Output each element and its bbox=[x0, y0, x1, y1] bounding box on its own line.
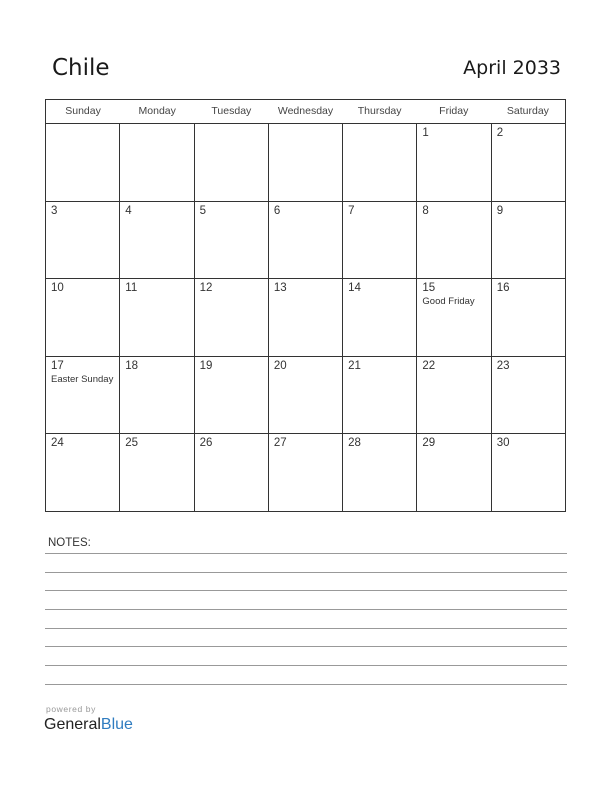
day-cell bbox=[120, 434, 194, 511]
day-number: 4 bbox=[125, 204, 132, 217]
weekday-sunday: Sunday bbox=[65, 105, 101, 117]
day-cell bbox=[269, 434, 343, 511]
powered-by-text: powered by bbox=[46, 704, 96, 714]
week-row bbox=[46, 202, 565, 280]
weekday-saturday: Saturday bbox=[506, 105, 549, 117]
day-cell bbox=[120, 279, 194, 356]
day-number: 2 bbox=[496, 127, 504, 139]
day-cell bbox=[46, 357, 120, 434]
day-number: 24 bbox=[51, 437, 64, 450]
day-cell bbox=[195, 124, 269, 201]
day-number: 8 bbox=[422, 204, 429, 217]
day-number: 10 bbox=[51, 282, 64, 295]
day-number: 21 bbox=[348, 359, 361, 372]
day-cell bbox=[195, 279, 269, 356]
day-cell bbox=[46, 279, 120, 356]
month-title: April 2033 bbox=[463, 57, 561, 79]
note-line bbox=[45, 572, 567, 573]
day-number: 27 bbox=[273, 437, 287, 450]
calendar-grid bbox=[45, 99, 566, 512]
day-cell bbox=[195, 202, 269, 279]
day-number: 19 bbox=[199, 359, 213, 372]
day-cell bbox=[195, 434, 269, 511]
country-title: Chile bbox=[52, 55, 110, 81]
day-number: 3 bbox=[51, 204, 58, 217]
weekday-friday: Friday bbox=[439, 105, 469, 117]
day-number: 30 bbox=[496, 437, 510, 450]
day-number: 6 bbox=[273, 204, 281, 217]
day-number: 18 bbox=[125, 359, 139, 372]
calendar-weeks bbox=[46, 124, 565, 511]
day-cell bbox=[120, 202, 194, 279]
day-cell bbox=[46, 434, 120, 511]
note-line bbox=[45, 628, 567, 629]
day-cell bbox=[343, 202, 417, 279]
day-cell bbox=[269, 357, 343, 434]
day-number: 15 bbox=[422, 282, 436, 295]
notes-label: NOTES: bbox=[48, 537, 91, 549]
day-cell bbox=[46, 124, 120, 201]
day-cell bbox=[492, 357, 565, 434]
holiday-label: Easter Sunday bbox=[51, 373, 114, 385]
note-line bbox=[45, 684, 567, 685]
day-cell bbox=[120, 357, 194, 434]
day-cell bbox=[343, 124, 417, 201]
day-number: 17 bbox=[51, 359, 64, 372]
logo-general-text: General bbox=[44, 716, 101, 733]
day-cell bbox=[269, 124, 343, 201]
week-row bbox=[46, 124, 565, 202]
day-number: 5 bbox=[199, 204, 206, 217]
week-row bbox=[46, 279, 565, 357]
note-line bbox=[45, 553, 567, 554]
day-cell bbox=[343, 279, 417, 356]
week-row bbox=[46, 357, 565, 435]
day-number: 16 bbox=[496, 282, 510, 295]
day-cell bbox=[492, 434, 565, 511]
note-line bbox=[45, 590, 567, 591]
note-line bbox=[45, 646, 567, 647]
day-number: 9 bbox=[496, 204, 504, 217]
day-cell bbox=[343, 357, 417, 434]
day-number: 29 bbox=[422, 437, 436, 450]
day-cell bbox=[417, 279, 491, 356]
day-cell bbox=[417, 124, 491, 201]
logo-blue-text: Blue bbox=[100, 716, 133, 733]
day-cell bbox=[195, 357, 269, 434]
day-number: 1 bbox=[422, 127, 429, 139]
day-cell bbox=[492, 202, 565, 279]
week-row bbox=[46, 434, 565, 511]
day-cell bbox=[269, 202, 343, 279]
weekday-header-row bbox=[46, 100, 565, 124]
day-cell bbox=[417, 202, 491, 279]
day-number: 23 bbox=[496, 359, 510, 372]
weekday-tuesday: Tuesday bbox=[211, 105, 252, 117]
day-cell bbox=[492, 279, 565, 356]
day-number: 20 bbox=[273, 359, 287, 372]
weekday-monday: Monday bbox=[138, 105, 176, 117]
day-number: 12 bbox=[199, 282, 213, 295]
day-cell bbox=[417, 357, 491, 434]
generalblue-logo[interactable] bbox=[44, 716, 133, 734]
weekday-wednesday: Wednesday bbox=[277, 105, 334, 117]
note-line bbox=[45, 665, 567, 666]
day-number: 7 bbox=[348, 204, 355, 217]
weekday-thursday: Thursday bbox=[357, 105, 402, 117]
holiday-label: Good Friday bbox=[422, 296, 475, 308]
day-number: 11 bbox=[125, 282, 138, 295]
day-number: 26 bbox=[199, 437, 213, 450]
day-number: 28 bbox=[348, 437, 361, 450]
day-cell bbox=[46, 202, 120, 279]
day-number: 14 bbox=[348, 282, 361, 295]
day-number: 22 bbox=[422, 359, 436, 372]
day-cell bbox=[417, 434, 491, 511]
note-line bbox=[45, 609, 567, 610]
day-cell bbox=[343, 434, 417, 511]
day-number: 25 bbox=[125, 437, 139, 450]
day-number: 13 bbox=[273, 282, 287, 295]
day-cell bbox=[120, 124, 194, 201]
day-cell bbox=[492, 124, 565, 201]
day-cell bbox=[269, 279, 343, 356]
